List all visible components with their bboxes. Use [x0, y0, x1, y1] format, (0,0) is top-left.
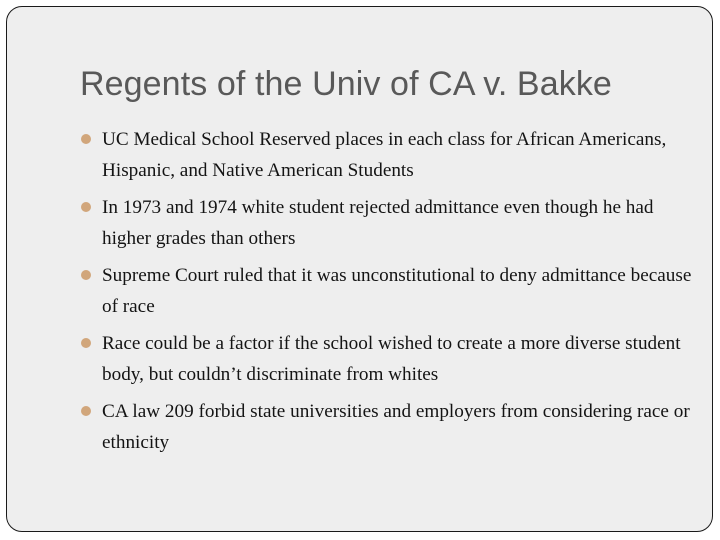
bullet-text: Supreme Court ruled that it was unconstitutional to deny admittance because of race: [102, 265, 692, 317]
bullet-text: Race could be a factor if the school wished to create a more diverse student body, but couldn’t discriminate from whites: [102, 333, 681, 385]
bullet-item: [79, 328, 699, 390]
bullet-dot-icon: [81, 134, 91, 144]
bullet-dot-icon: [81, 338, 91, 348]
bullet-item: [79, 260, 699, 322]
bullet-text: CA law 209 forbid state universities and employers from considering race or ethnicity: [102, 401, 690, 453]
bullet-dot-icon: [81, 202, 91, 212]
bullet-item: [79, 124, 699, 186]
slide-title: Regents of the Univ of CA v. Bakke: [80, 65, 612, 103]
bullet-dot-icon: [81, 270, 91, 280]
bullet-text: In 1973 and 1974 white student rejected admittance even though he had higher grades than others: [102, 197, 654, 249]
bullet-text: UC Medical School Reserved places in each class for African Americans, Hispanic, and Native American Students: [102, 129, 667, 181]
bullet-item: [79, 192, 699, 254]
slide: [6, 6, 713, 532]
bullet-dot-icon: [81, 406, 91, 416]
bullet-list: [79, 124, 699, 464]
bullet-item: [79, 396, 699, 458]
